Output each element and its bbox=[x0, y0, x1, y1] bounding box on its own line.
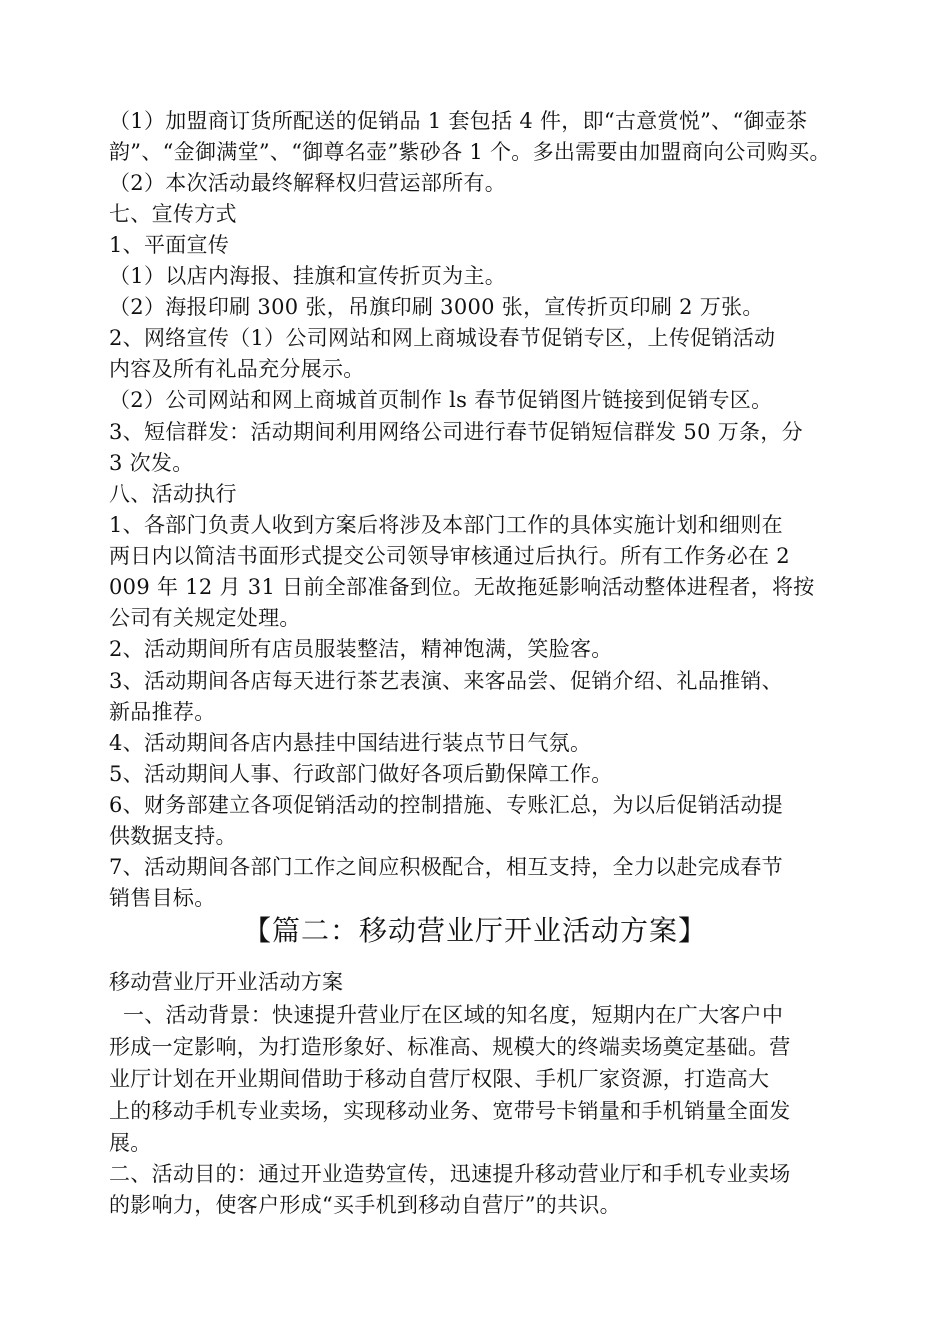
text-line: 3、活动期间各店每天进行茶艺表演、来客品尝、促销介绍、礼品推销、 bbox=[109, 669, 783, 693]
text-line: 5、活动期间人事、行政部门做好各项后勤保障工作。 bbox=[109, 762, 613, 786]
text-line: 供数据支持。 bbox=[109, 824, 237, 848]
text-line: （2）公司网站和网上商城首页制作 ls 春节促销图片链接到促销专区。 bbox=[109, 388, 773, 412]
text-line: （2）本次活动最终解释权归营运部所有。 bbox=[109, 171, 507, 195]
section-heading: 七、宣传方式 bbox=[109, 202, 237, 226]
text-line: 3、短信群发：活动期间利用网络公司进行春节促销短信群发 50 万条，分 bbox=[109, 420, 803, 444]
text-line: 3 次发。 bbox=[109, 451, 194, 475]
text-line: （1）加盟商订货所配送的促销品 1 套包括 4 件，即“古意赏悦”、“御壶茶 bbox=[109, 109, 808, 133]
text-line: 1、各部门负责人收到方案后将涉及本部门工作的具体实施计划和细则在 bbox=[109, 513, 783, 537]
text-line: 形成一定影响，为打造形象好、标准高、规模大的终端卖场奠定基础。营 bbox=[109, 1035, 791, 1059]
section-heading: 八、活动执行 bbox=[109, 482, 237, 506]
text-line: （2）海报印刷 300 张，吊旗印刷 3000 张，宣传折页印刷 2 万张。 bbox=[109, 295, 764, 319]
article-title: 【篇二：移动营业厅开业活动方案】 bbox=[242, 914, 707, 947]
text-line: 上的移动手机专业卖场，实现移动业务、宽带号卡销量和手机销量全面发 bbox=[109, 1099, 791, 1123]
text-line: 业厅计划在开业期间借助于移动自营厅权限、手机厂家资源，打造高大 bbox=[109, 1067, 770, 1091]
text-line: 移动营业厅开业活动方案 bbox=[109, 970, 344, 994]
text-line: 韵”、“金御满堂”、“御尊名壶”紫砂各 1 个。多出需要由加盟商向公司购买。 bbox=[109, 140, 831, 164]
text-line: 销售目标。 bbox=[109, 886, 216, 910]
text-line: 两日内以简洁书面形式提交公司领导审核通过后执行。所有工作务必在 2 bbox=[109, 544, 790, 568]
text-line: 新品推荐。 bbox=[109, 700, 216, 724]
text-line: 009 年 12 月 31 日前全部准备到位。无故拖延影响活动整体进程者，将按 bbox=[109, 575, 815, 599]
text-line: 1、平面宣传 bbox=[109, 233, 230, 257]
text-line: 的影响力，使客户形成“买手机到移动自营厅”的共识。 bbox=[109, 1193, 621, 1217]
text-line: 二、活动目的：通过开业造势宣传，迅速提升移动营业厅和手机专业卖场 bbox=[109, 1162, 791, 1186]
text-line: 展。 bbox=[109, 1131, 152, 1155]
text-line: （1）以店内海报、挂旗和宣传折页为主。 bbox=[109, 264, 507, 288]
text-line: 一、活动背景：快速提升营业厅在区域的知名度，短期内在广大客户中 bbox=[109, 1003, 784, 1027]
text-line: 7、活动期间各部门工作之间应积极配合，相互支持，全力以赴完成春节 bbox=[109, 855, 783, 879]
text-line: 4、活动期间各店内悬挂中国结进行装点节日气氛。 bbox=[109, 731, 592, 755]
text-line: 公司有关规定处理。 bbox=[109, 606, 301, 630]
text-line: 6、财务部建立各项促销活动的控制措施、专账汇总，为以后促销活动提 bbox=[109, 793, 783, 817]
text-line: 内容及所有礼品充分展示。 bbox=[109, 357, 365, 381]
text-line: 2、活动期间所有店员服装整洁，精神饱满，笑脸客。 bbox=[109, 637, 613, 661]
text-line: 2、网络宣传（1）公司网站和网上商城设春节促销专区，上传促销活动 bbox=[109, 326, 776, 350]
